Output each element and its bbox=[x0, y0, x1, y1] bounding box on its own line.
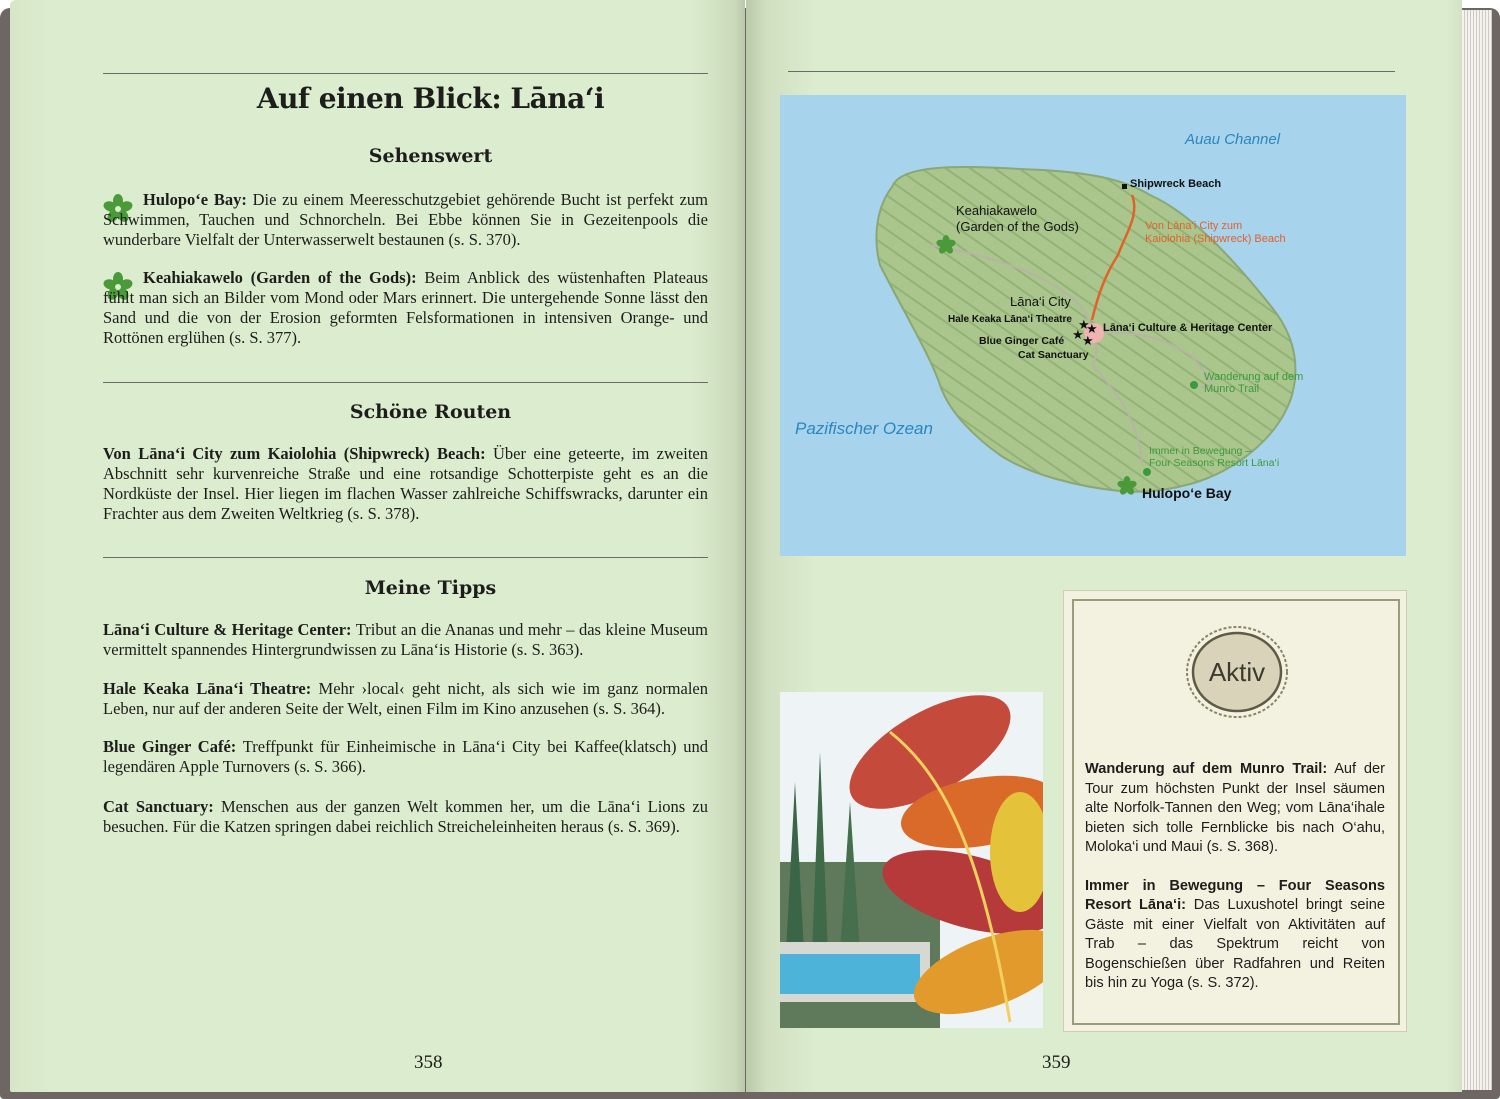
item-name: Keahiakawelo (Garden of the Gods): bbox=[143, 268, 417, 287]
label-cats: Cat Sanctuary bbox=[1018, 349, 1089, 361]
top-rule-right bbox=[788, 71, 1395, 72]
label-heritage: Lāna‘i Culture & Heritage Center bbox=[1103, 322, 1273, 334]
label-bay: Hulopo‘e Bay bbox=[1142, 485, 1232, 501]
section-divider bbox=[103, 382, 708, 383]
route-item bbox=[103, 444, 708, 524]
item-text: Auf der Tour zum höchsten Punkt der Insel säumen alte Norfolk-Tannen den Weg; vom Lāna‘ihale bieten sich tolle Fernblicke bis nach O‘ahu, Moloka‘i und Maui (s. S. 368). bbox=[1085, 761, 1385, 855]
resort-photo bbox=[780, 692, 1043, 1028]
item-text: Über eine geteerte, im zweiten Abschnitt sehr kurvenreiche Straße und eine rotsandige Schotterpiste geht es an die Nordküste der Insel. Hier liegen im flachen Wasser zahlreiche Schiffswracks, darunter ein Frachter aus dem Zweiten Weltkrieg (s. S. 378). bbox=[103, 444, 708, 523]
item-text: Das Luxushotel bringt seine Gäste mit einer Vielfalt von Aktivitäten auf Trab – das Spektrum reicht von Bogenschießen über Radfahren und Reiten bis hin zu Yoga (s. S. 372). bbox=[1085, 897, 1385, 991]
item-text: Die zu einem Meeresschutzgebiet gehörende Bucht ist perfekt zum Schwimmen, Tauchen und Schnorcheln. Bei Ebbe können Sie in Gezeitenpools die wunderbare Vielfalt der Unterwasserwelt bestaunen (s. S. 370). bbox=[103, 190, 708, 249]
munro-marker bbox=[1190, 381, 1198, 389]
label-seasons-2: Four Seasons Resort Lāna‘i bbox=[1149, 457, 1280, 469]
item-name: Hale Keaka Lāna‘i Theatre: bbox=[103, 679, 312, 698]
page-edges bbox=[1462, 10, 1492, 1090]
label-route-1: Von Lāna‘i City zum bbox=[1145, 220, 1243, 232]
tipp-item bbox=[103, 620, 708, 660]
aktiv-label: Aktiv bbox=[1208, 657, 1266, 687]
page-title: Auf einen Blick: Lāna‘i bbox=[256, 82, 605, 115]
tipp-item bbox=[103, 737, 708, 777]
svg-text:★: ★ bbox=[1072, 327, 1084, 342]
svg-text:★: ★ bbox=[1078, 317, 1090, 332]
heading-tipps: Meine Tipps bbox=[364, 577, 497, 599]
label-route-2: Kaiolohia (Shipwreck) Beach bbox=[1145, 233, 1286, 245]
island-map bbox=[780, 95, 1406, 556]
label-theatre: Hale Keaka Lāna‘i Theatre bbox=[948, 314, 1072, 325]
page-number-right: 359 bbox=[1042, 1052, 1071, 1073]
label-garden-sub: (Garden of the Gods) bbox=[956, 219, 1079, 234]
item-name: Hulopo‘e Bay: bbox=[143, 190, 247, 209]
label-munro-1: Wanderung auf dem bbox=[1204, 371, 1304, 383]
item-name: Von Lāna‘i City zum Kaiolohia (Shipwreck) Beach: bbox=[103, 444, 486, 463]
svg-text:★: ★ bbox=[1082, 333, 1094, 348]
page-number-left: 358 bbox=[414, 1052, 443, 1073]
item-text: Mehr ›local‹ geht nicht, als sich wie im ganz normalen Leben, nur auf der anderen Seite der Welt, einen Film im Kino anzusehen (s. S. 364). bbox=[103, 679, 708, 718]
label-cafe: Blue Ginger Café bbox=[979, 335, 1065, 347]
item-text: Beim Anblick des wüstenhaften Plateaus fühlt man sich an Bilder vom Mond oder Mars erinnert. Die untergehende Sonne lässt den Sand und die von der Erosion geformten Felsformationen in intensiven Orange- und Rottönen erglühen (s. S. 377). bbox=[103, 268, 708, 347]
label-garden: Keahiakawelo bbox=[956, 203, 1037, 218]
item-text: Tribut an die Ananas und mehr – das kleine Museum vermittelt spannendes Hintergrundwissen zu Lāna‘is Historie (s. S. 363). bbox=[103, 620, 708, 659]
svg-text:★: ★ bbox=[1086, 321, 1098, 336]
label-channel: Auau Channel bbox=[1185, 131, 1281, 148]
tipp-item bbox=[103, 679, 708, 719]
aktiv-text bbox=[1085, 760, 1385, 1013]
top-rule-left bbox=[103, 73, 708, 74]
heading-sehenswert: Sehenswert bbox=[368, 145, 493, 167]
shipwreck-marker bbox=[1122, 184, 1127, 189]
label-ocean: Pazifischer Ozean bbox=[795, 419, 933, 438]
item-text: Menschen aus der ganzen Welt kommen her, um die Lāna‘i Lions zu besuchen. Für die Katzen springen dabei reichlich Streicheleinheiten heraus (s. S. 369). bbox=[103, 797, 708, 836]
item-name: Blue Ginger Café: bbox=[103, 737, 237, 756]
label-city: Lāna‘i City bbox=[1010, 294, 1071, 309]
label-shipwreck: Shipwreck Beach bbox=[1130, 178, 1222, 190]
aktiv-badge bbox=[1185, 625, 1289, 719]
tipp-item bbox=[103, 797, 708, 837]
item-name: Cat Sanctuary: bbox=[103, 797, 214, 816]
aktiv-item bbox=[1085, 877, 1385, 994]
item-name: Lāna‘i Culture & Heritage Center: bbox=[103, 620, 352, 639]
aktiv-item bbox=[1085, 760, 1385, 858]
item-text: Treffpunkt für Einheimische in Lāna‘i City bei Kaffee(klatsch) und legendären Apple Turnovers (s. S. 366). bbox=[103, 737, 709, 776]
label-seasons-1: Immer in Bewegung – bbox=[1149, 445, 1252, 457]
item-name: Wanderung auf dem Munro Trail: bbox=[1085, 761, 1328, 777]
resort-marker bbox=[1143, 468, 1151, 476]
item-name: Immer in Bewegung – Four Seasons Resort Lāna‘i: bbox=[1085, 877, 1385, 913]
sehenswert-item bbox=[103, 268, 708, 348]
section-divider bbox=[103, 557, 708, 558]
heading-routen: Schöne Routen bbox=[349, 401, 512, 423]
label-munro-2: Munro Trail bbox=[1204, 383, 1260, 395]
sehenswert-item bbox=[103, 190, 708, 250]
